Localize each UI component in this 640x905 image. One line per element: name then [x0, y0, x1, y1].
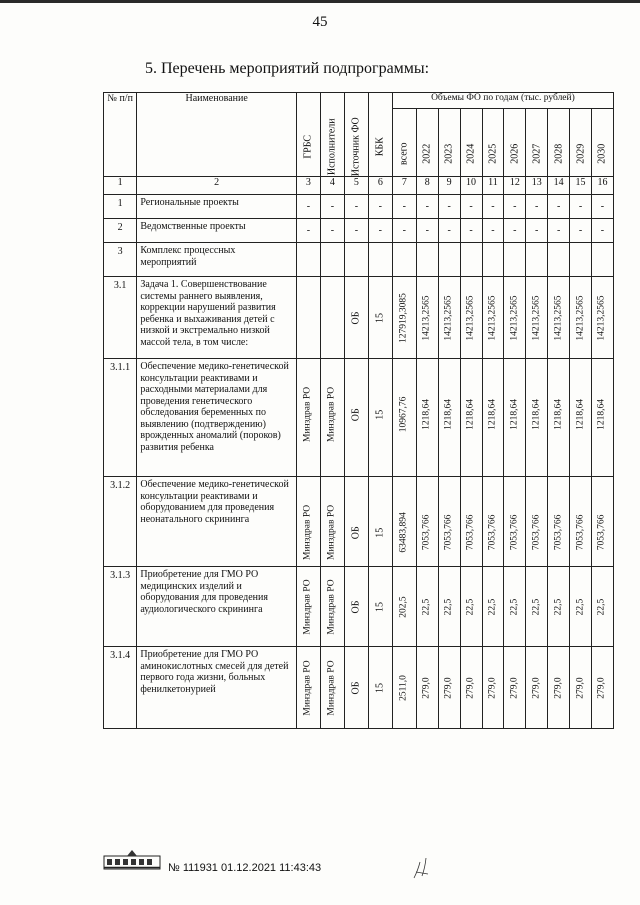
index-cell: 4 — [320, 177, 344, 195]
index-cell: 9 — [438, 177, 460, 195]
value-cell: 14213,2565 — [570, 277, 592, 359]
col-name-header: Наименование — [137, 93, 297, 177]
table-row — [104, 647, 614, 729]
empty-cell — [591, 243, 613, 277]
table-row — [104, 567, 614, 647]
value-cell: 14213,2565 — [504, 277, 526, 359]
col-year-header: 2026 — [504, 109, 526, 177]
kbk-cell: 15 — [368, 359, 392, 477]
empty-cell — [344, 243, 368, 277]
empty-cell — [320, 243, 344, 277]
dash-cell: - — [504, 195, 526, 219]
executor-cell — [320, 277, 344, 359]
dash-cell: - — [416, 195, 438, 219]
value-cell: 279,0 — [591, 647, 613, 729]
dash-cell: - — [320, 219, 344, 243]
dash-cell: - — [591, 219, 613, 243]
executor-cell: Минздрав РО — [320, 567, 344, 647]
signature-mark-icon — [408, 852, 438, 882]
dash-cell: - — [460, 195, 482, 219]
col-total-header: всего — [392, 109, 416, 177]
total-cell: 10967,76 — [392, 359, 416, 477]
empty-cell — [416, 243, 438, 277]
total-cell: 2511,0 — [392, 647, 416, 729]
col-year-header: 2023 — [438, 109, 460, 177]
col-year-header: 2029 — [570, 109, 592, 177]
header-row-1 — [104, 93, 614, 109]
measures-table — [103, 92, 614, 729]
value-cell: 279,0 — [570, 647, 592, 729]
dash-cell: - — [460, 219, 482, 243]
value-cell: 22,5 — [504, 567, 526, 647]
value-cell: 1218,64 — [526, 359, 548, 477]
col-year-header: 2024 — [460, 109, 482, 177]
value-cell: 7053,766 — [482, 477, 504, 567]
dash-cell: - — [320, 195, 344, 219]
grbs-cell — [296, 277, 320, 359]
col-num-header: № п/п — [104, 93, 137, 177]
index-cell: 2 — [137, 177, 297, 195]
value-cell: 14213,2565 — [548, 277, 570, 359]
value-cell: 1218,64 — [416, 359, 438, 477]
executor-cell: Минздрав РО — [320, 477, 344, 567]
row-num: 3 — [104, 243, 137, 277]
section-title: 5. Перечень мероприятий подпрограммы: — [145, 60, 430, 77]
dash-cell: - — [438, 195, 460, 219]
index-cell: 13 — [526, 177, 548, 195]
dash-cell: - — [344, 195, 368, 219]
row-num: 1 — [104, 195, 137, 219]
row-num: 3.1.4 — [104, 647, 137, 729]
col-year-header: 2028 — [548, 109, 570, 177]
empty-cell — [296, 243, 320, 277]
value-cell: 14213,2565 — [460, 277, 482, 359]
value-cell: 22,5 — [416, 567, 438, 647]
empty-cell — [438, 243, 460, 277]
row-name: Обеспечение медико-генетической консультации реактивами и расходными материалами для проведения генетического обследования беременных по выявлению (подтверждению) врожденных аномалий (пороков) развития ребенка — [137, 359, 297, 477]
value-cell: 1218,64 — [570, 359, 592, 477]
dash-cell: - — [570, 219, 592, 243]
index-cell: 6 — [368, 177, 392, 195]
dash-cell: - — [392, 195, 416, 219]
row-num: 3.1.1 — [104, 359, 137, 477]
dash-cell: - — [482, 195, 504, 219]
row-num: 2 — [104, 219, 137, 243]
value-cell: 279,0 — [548, 647, 570, 729]
empty-cell — [482, 243, 504, 277]
value-cell: 7053,766 — [416, 477, 438, 567]
value-cell: 22,5 — [482, 567, 504, 647]
value-cell: 1218,64 — [438, 359, 460, 477]
dash-cell: - — [526, 219, 548, 243]
dash-cell: - — [548, 195, 570, 219]
value-cell: 1218,64 — [482, 359, 504, 477]
total-cell: 63483,894 — [392, 477, 416, 567]
executor-cell: Минздрав РО — [320, 647, 344, 729]
index-cell: 3 — [296, 177, 320, 195]
col-executors-header: Исполнители — [320, 93, 344, 177]
col-year-header: 2027 — [526, 109, 548, 177]
kbk-cell: 15 — [368, 477, 392, 567]
col-year-header: 2022 — [416, 109, 438, 177]
value-cell: 279,0 — [438, 647, 460, 729]
value-cell: 14213,2565 — [416, 277, 438, 359]
kbk-cell: 15 — [368, 647, 392, 729]
value-cell: 7053,766 — [438, 477, 460, 567]
row-name: Ведомственные проекты — [137, 219, 297, 243]
empty-cell — [368, 243, 392, 277]
value-cell: 14213,2565 — [526, 277, 548, 359]
grbs-cell: Минздрав РО — [296, 477, 320, 567]
document-datetime: 01.12.2021 11:43:43 — [221, 862, 322, 874]
dash-cell: - — [526, 195, 548, 219]
value-cell: 14213,2565 — [482, 277, 504, 359]
col-year-header: 2025 — [482, 109, 504, 177]
row-name: Региональные проекты — [137, 195, 297, 219]
value-cell: 22,5 — [438, 567, 460, 647]
value-cell: 1218,64 — [460, 359, 482, 477]
index-cell: 1 — [104, 177, 137, 195]
dash-cell: - — [504, 219, 526, 243]
empty-cell — [504, 243, 526, 277]
empty-cell — [570, 243, 592, 277]
col-grbs-header: ГРБС — [296, 93, 320, 177]
kbk-cell: 15 — [368, 277, 392, 359]
index-cell: 10 — [460, 177, 482, 195]
col-volumes-header: Объемы ФО по годам (тыс. рублей) — [392, 93, 613, 109]
empty-cell — [460, 243, 482, 277]
row-name: Обеспечение медико-генетической консультации реактивами и оборудованием для проведения неонатального скрининга — [137, 477, 297, 567]
table-row — [104, 359, 614, 477]
index-cell: 16 — [591, 177, 613, 195]
source-cell: ОБ — [344, 277, 368, 359]
dash-cell: - — [296, 219, 320, 243]
total-cell: 127919,3085 — [392, 277, 416, 359]
value-cell: 7053,766 — [548, 477, 570, 567]
value-cell: 14213,2565 — [591, 277, 613, 359]
value-cell: 7053,766 — [504, 477, 526, 567]
source-cell: ОБ — [344, 647, 368, 729]
value-cell: 7053,766 — [591, 477, 613, 567]
index-cell: 11 — [482, 177, 504, 195]
dash-cell: - — [296, 195, 320, 219]
col-year-header: 2030 — [591, 109, 613, 177]
empty-cell — [526, 243, 548, 277]
page-number: 45 — [312, 14, 328, 30]
col-kbk-header: КБК — [368, 93, 392, 177]
index-cell: 5 — [344, 177, 368, 195]
value-cell: 7053,766 — [526, 477, 548, 567]
value-cell: 1218,64 — [591, 359, 613, 477]
value-cell: 279,0 — [526, 647, 548, 729]
row-num: 3.1 — [104, 277, 137, 359]
value-cell: 279,0 — [416, 647, 438, 729]
index-cell: 7 — [392, 177, 416, 195]
index-cell: 8 — [416, 177, 438, 195]
row-name: Комплекс процессных мероприятий — [137, 243, 297, 277]
col-source-header: Источник ФО — [344, 93, 368, 177]
table-row — [104, 277, 614, 359]
value-cell: 279,0 — [504, 647, 526, 729]
dash-cell: - — [416, 219, 438, 243]
value-cell: 22,5 — [526, 567, 548, 647]
row-name: Задача 1. Совершенствование системы раннего выявления, коррекции нарушений развития ребенка и выхаживания детей с низкой и экстремально низкой массой тела, в том числе: — [137, 277, 297, 359]
grbs-cell: Минздрав РО — [296, 359, 320, 477]
registry-stamp-icon — [103, 848, 161, 870]
dash-cell: - — [482, 219, 504, 243]
table-row — [104, 195, 614, 219]
empty-cell — [392, 243, 416, 277]
value-cell: 14213,2565 — [438, 277, 460, 359]
dash-cell: - — [591, 195, 613, 219]
table-row — [104, 219, 614, 243]
row-num: 3.1.3 — [104, 567, 137, 647]
index-cell: 14 — [548, 177, 570, 195]
value-cell: 279,0 — [482, 647, 504, 729]
grbs-cell: Минздрав РО — [296, 647, 320, 729]
row-name: Приобретение для ГМО РО аминокислотных смесей для детей первого года жизни, больных фенилкетонурией — [137, 647, 297, 729]
value-cell: 1218,64 — [548, 359, 570, 477]
row-num: 3.1.2 — [104, 477, 137, 567]
table-row — [104, 477, 614, 567]
row-name: Приобретение для ГМО РО медицинских изделий и оборудования для проведения аудиологического скрининга — [137, 567, 297, 647]
value-cell: 22,5 — [570, 567, 592, 647]
dash-cell: - — [392, 219, 416, 243]
value-cell: 22,5 — [591, 567, 613, 647]
dash-cell: - — [548, 219, 570, 243]
grbs-cell: Минздрав РО — [296, 567, 320, 647]
index-cell: 12 — [504, 177, 526, 195]
value-cell: 22,5 — [460, 567, 482, 647]
dash-cell: - — [344, 219, 368, 243]
dash-cell: - — [570, 195, 592, 219]
value-cell: 7053,766 — [570, 477, 592, 567]
value-cell: 1218,64 — [504, 359, 526, 477]
dash-cell: - — [368, 219, 392, 243]
empty-cell — [548, 243, 570, 277]
scan-top-edge — [0, 0, 640, 3]
dash-cell: - — [438, 219, 460, 243]
executor-cell: Минздрав РО — [320, 359, 344, 477]
value-cell: 279,0 — [460, 647, 482, 729]
total-cell: 202,5 — [392, 567, 416, 647]
source-cell: ОБ — [344, 567, 368, 647]
index-cell: 15 — [570, 177, 592, 195]
value-cell: 22,5 — [548, 567, 570, 647]
table-row — [104, 243, 614, 277]
kbk-cell: 15 — [368, 567, 392, 647]
column-index-row — [104, 177, 614, 195]
document-number: № 111931 — [168, 862, 218, 874]
source-cell: ОБ — [344, 359, 368, 477]
value-cell: 7053,766 — [460, 477, 482, 567]
document-registration — [168, 862, 321, 874]
source-cell: ОБ — [344, 477, 368, 567]
dash-cell: - — [368, 195, 392, 219]
